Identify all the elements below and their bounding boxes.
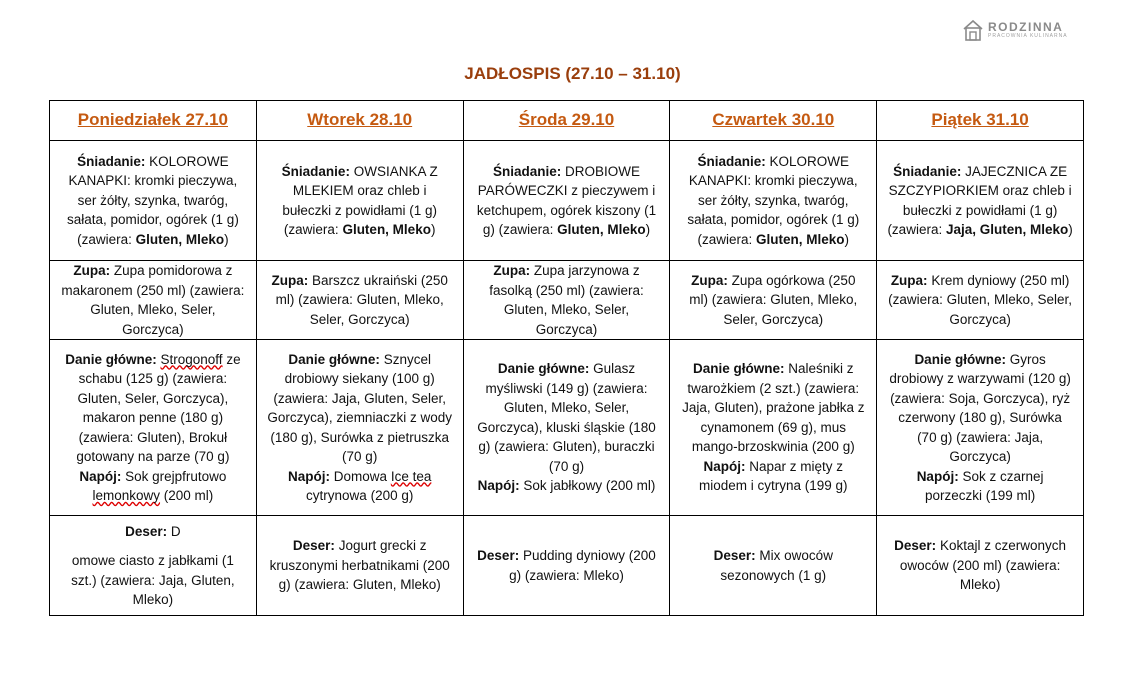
breakfast-cell: Śniadanie: KOLOROWE KANAPKI: kromki pieczywa, ser żółty, szynka, twaróg, sałata, pomidor, ogórek (1 g) (zawiera: Gluten, Mleko) [50, 141, 257, 261]
dessert-cell: Deser: D omowe ciasto z jabłkami (1 szt.) (zawiera: Jaja, Gluten, Mleko) [50, 516, 257, 616]
breakfast-cell: Śniadanie: JAJECZNICA ZE SZCZYPIORKIEM oraz chleb i bułeczki z powidłami (1 g) (zawiera: Jaja, Gluten, Mleko) [877, 141, 1084, 261]
soup-cell: Zupa: Krem dyniowy (250 ml) (zawiera: Gluten, Mleko, Seler, Gorczyca) [877, 261, 1084, 340]
house-icon [962, 18, 984, 42]
logo-name: RODZINNA [988, 19, 1064, 34]
soup-cell: Zupa: Zupa pomidorowa z makaronem (250 ml) (zawiera: Gluten, Mleko, Seler, Gorczyca) [50, 261, 257, 340]
day-header: Poniedziałek 27.10 [50, 101, 257, 141]
day-header: Czwartek 30.10 [670, 101, 877, 141]
main-course-cell: Danie główne: Strogonoff ze schabu (125 g) (zawiera: Gluten, Seler, Gorczyca), makaron penne (180 g) (zawiera: Gluten), Brokuł gotowany na parze (70 g) Napój: Sok grejpfrutowo lemonkowy (200 ml) [50, 340, 257, 516]
menu-table [49, 100, 1084, 616]
page-title: JADŁOSPIS (27.10 – 31.10) [464, 64, 681, 83]
main-course-cell: Danie główne: Gyros drobiowy z warzywami (120 g) (zawiera: Soja, Gorczyca), ryż czerwony (180 g), Surówka (70 g) (zawiera: Jaja, Gorczyca) Napój: Sok z czarnej porzeczki (199 ml) [877, 340, 1084, 516]
breakfast-row [50, 141, 1084, 261]
table-header-row [50, 101, 1084, 141]
day-header: Środa 29.10 [463, 101, 670, 141]
dessert-row [50, 516, 1084, 616]
dessert-cell: Deser: Jogurt grecki z kruszonymi herbatnikami (200 g) (zawiera: Gluten, Mleko) [256, 516, 463, 616]
main-course-cell: Danie główne: Gulasz myśliwski (149 g) (zawiera: Gluten, Mleko, Seler, Gorczyca), kluski śląskie (180 g) (zawiera: Gluten), buraczki (70 g) Napój: Sok jabłkowy (200 ml) [463, 340, 670, 516]
main-course-row [50, 340, 1084, 516]
day-header: Wtorek 28.10 [256, 101, 463, 141]
dessert-cell: Deser: Mix owoców sezonowych (1 g) [670, 516, 877, 616]
soup-cell: Zupa: Zupa jarzynowa z fasolką (250 ml) (zawiera: Gluten, Mleko, Seler, Gorczyca) [463, 261, 670, 340]
logo [962, 18, 1068, 42]
soup-cell: Zupa: Zupa ogórkowa (250 ml) (zawiera: Gluten, Mleko, Seler, Gorczyca) [670, 261, 877, 340]
main-course-cell: Danie główne: Naleśniki z twarożkiem (2 szt.) (zawiera: Jaja, Gluten), prażone jabłka z cynamonem (69 g), mus mango-brzoskwinia (200 g) Napój: Napar z mięty z miodem i cytryna (199 g) [670, 340, 877, 516]
logo-subtitle: PRACOWNIA KULINARNA [988, 32, 1068, 39]
breakfast-cell: Śniadanie: KOLOROWE KANAPKI: kromki pieczywa, ser żółty, szynka, twaróg, sałata, pomidor, ogórek (1 g) (zawiera: Gluten, Mleko) [670, 141, 877, 261]
breakfast-cell: Śniadanie: OWSIANKA Z MLEKIEM oraz chleb i bułeczki z powidłami (1 g) (zawiera: Gluten, Mleko) [256, 141, 463, 261]
dessert-cell: Deser: Pudding dyniowy (200 g) (zawiera: Mleko) [463, 516, 670, 616]
dessert-cell: Deser: Koktajl z czerwonych owoców (200 ml) (zawiera: Mleko) [877, 516, 1084, 616]
soup-row [50, 261, 1084, 340]
breakfast-cell: Śniadanie: DROBIOWE PARÓWECZKI z pieczywem i ketchupem, ogórek kiszony (1 g) (zawiera: Gluten, Mleko) [463, 141, 670, 261]
soup-cell: Zupa: Barszcz ukraiński (250 ml) (zawiera: Gluten, Mleko, Seler, Gorczyca) [256, 261, 463, 340]
main-course-cell: Danie główne: Sznycel drobiowy siekany (100 g) (zawiera: Jaja, Gluten, Seler, Gorczyca), ziemniaczki z wody (180 g), Surówka z pietruszka (70 g) Napój: Domowa Ice tea cytrynowa (200 g) [256, 340, 463, 516]
day-header: Piątek 31.10 [877, 101, 1084, 141]
